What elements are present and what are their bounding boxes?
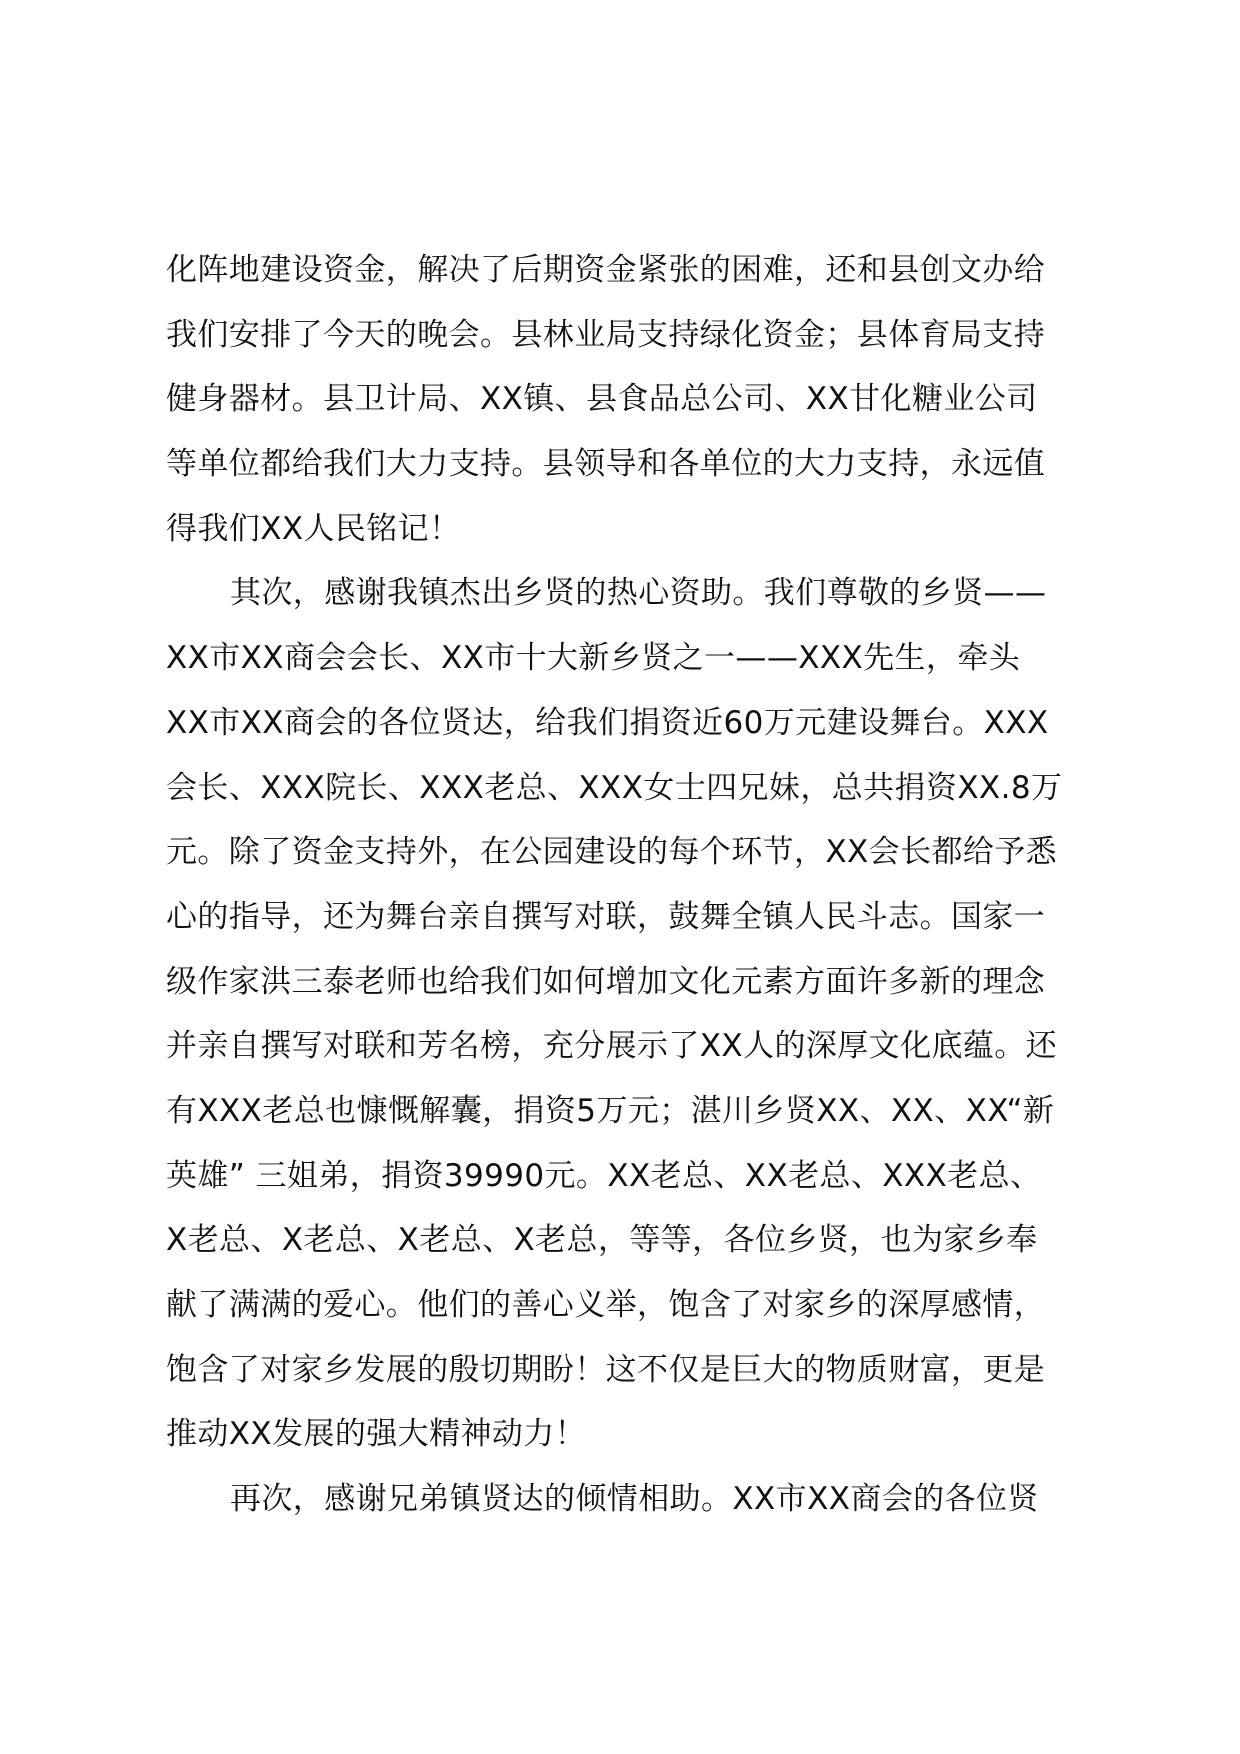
- text-line: 化阵地建设资金，解决了后期资金紧张的困难，还和县创文办给: [166, 252, 1046, 288]
- text-line: 会长、XXX院长、XXX老总、XXX女士四兄妹，总共捐资XX.8万: [166, 769, 1063, 806]
- text-line: 我们安排了今天的晚会。县林业局支持绿化资金；县体育局支持: [166, 316, 1046, 353]
- text-line: 推动XX发展的强大精神动力！: [166, 1416, 587, 1453]
- text-line: 饱含了对家乡发展的殷切期盼！这不仅是巨大的物质财富，更是: [166, 1351, 1046, 1388]
- text-line: 健身器材。县卫计局、XX镇、县食品总公司、XX甘化糖业公司: [166, 381, 1038, 418]
- paragraph-start-line: 其次，感谢我镇杰出乡贤的热心资助。我们尊敬的乡贤——: [230, 575, 1047, 612]
- text-line: 元。除了资金支持外，在公园建设的每个环节，XX会长都给予悉: [166, 834, 1058, 871]
- paragraph-start-line: 再次，感谢兄弟镇贤达的倾情相助。XX市XX商会的各位贤: [230, 1481, 1039, 1518]
- text-line: 英雄” 三姐弟，捐资39990元。XX老总、XX老总、XXX老总、: [166, 1157, 1042, 1194]
- text-line: 献了满满的爱心。他们的善心义举，饱含了对家乡的深厚感情，: [166, 1287, 1046, 1323]
- text-line: 等单位都给我们大力支持。县领导和各单位的大力支持，永远值: [166, 446, 1046, 483]
- text-line: X老总、X老总、X老总、X老总，等等，各位乡贤，也为家乡奉: [166, 1222, 1038, 1259]
- text-line: 并亲自撰写对联和芳名榜，充分展示了XX人的深厚文化底蕴。还: [166, 1028, 1058, 1065]
- text-line: XX市XX商会会长、XX市十大新乡贤之一——XXX先生，牵头: [166, 640, 1021, 677]
- text-line: 心的指导，还为舞台亲自撰写对联，鼓舞全镇人民斗志。国家一: [166, 898, 1046, 935]
- text-line: 级作家洪三泰老师也给我们如何增加文化元素方面许多新的理念: [166, 963, 1046, 1000]
- text-line: 得我们XX人民铭记！: [166, 510, 461, 547]
- text-line: 有XXX老总也慷慨解囊，捐资5万元；湛川乡贤XX、XX、XX“新: [166, 1092, 1055, 1129]
- body-text: [166, 238, 1116, 1532]
- text-line: XX市XX商会的各位贤达，给我们捐资近60万元建设舞台。XXX: [166, 704, 1049, 741]
